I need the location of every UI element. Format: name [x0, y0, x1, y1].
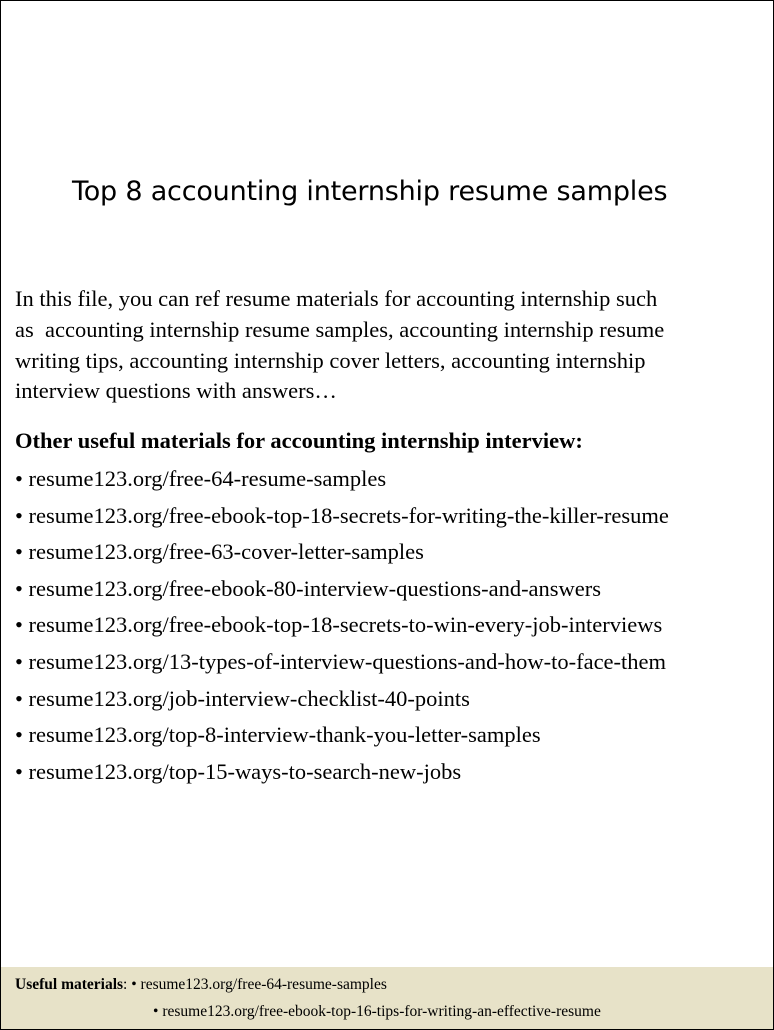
bullet: •	[131, 976, 137, 993]
bullet: •	[15, 722, 23, 748]
intro-line: interview questions with answers…	[15, 378, 337, 404]
bullet: •	[15, 648, 23, 674]
bullet: •	[15, 575, 23, 601]
resource-link[interactable]: resume123.org/free-ebook-top-18-secrets-for-writing-the-killer-resume	[28, 502, 669, 528]
intro-line: as accounting internship resume samples, accounting internship resume	[15, 316, 665, 342]
list-item	[15, 534, 669, 571]
bullet: •	[15, 758, 23, 784]
resource-link[interactable]: resume123.org/free-63-cover-letter-samples	[28, 539, 424, 565]
list-item	[15, 607, 669, 644]
resource-link[interactable]: resume123.org/free-64-resume-samples	[28, 466, 387, 491]
materials-link-list	[15, 461, 669, 790]
footer-line	[153, 1002, 601, 1022]
list-item	[15, 644, 669, 681]
footer-link[interactable]: resume123.org/free-ebook-top-16-tips-for-writing-an-effective-resume	[162, 1003, 601, 1020]
footer-separator: :	[123, 976, 132, 993]
resource-link[interactable]: resume123.org/top-15-ways-to-search-new-jobs	[28, 758, 462, 784]
list-item	[15, 754, 669, 791]
bullet: •	[15, 466, 23, 491]
bullet: •	[15, 685, 23, 711]
resource-link[interactable]: resume123.org/free-ebook-top-18-secrets-to-win-every-job-interviews	[28, 612, 663, 638]
bullet: •	[15, 539, 23, 565]
intro-line: In this file, you can ref resume materials for accounting internship such	[15, 286, 658, 311]
intro-line: writing tips, accounting internship cover letters, accounting internship	[15, 347, 646, 373]
list-item	[15, 681, 669, 718]
footer-label: Useful materials	[15, 976, 124, 993]
bullet: •	[15, 612, 23, 638]
intro-paragraph	[15, 284, 765, 407]
resource-link[interactable]: resume123.org/13-types-of-interview-questions-and-how-to-face-them	[28, 648, 667, 674]
list-item	[15, 461, 669, 498]
resource-link[interactable]: resume123.org/free-ebook-80-interview-questions-and-answers	[28, 575, 602, 601]
materials-heading: Other useful materials for accounting internship interview:	[15, 428, 583, 453]
footer-line	[15, 975, 387, 995]
list-item	[15, 571, 669, 608]
list-item	[15, 498, 669, 535]
list-item	[15, 717, 669, 754]
bullet: •	[15, 502, 23, 528]
footer-bar	[1, 967, 773, 1029]
resource-link[interactable]: resume123.org/top-8-interview-thank-you-letter-samples	[28, 722, 541, 748]
bullet: •	[153, 1003, 159, 1020]
page-title: Top 8 accounting internship resume samples	[72, 176, 668, 207]
resource-link[interactable]: resume123.org/job-interview-checklist-40-points	[28, 685, 470, 711]
footer-link[interactable]: resume123.org/free-64-resume-samples	[140, 976, 387, 993]
